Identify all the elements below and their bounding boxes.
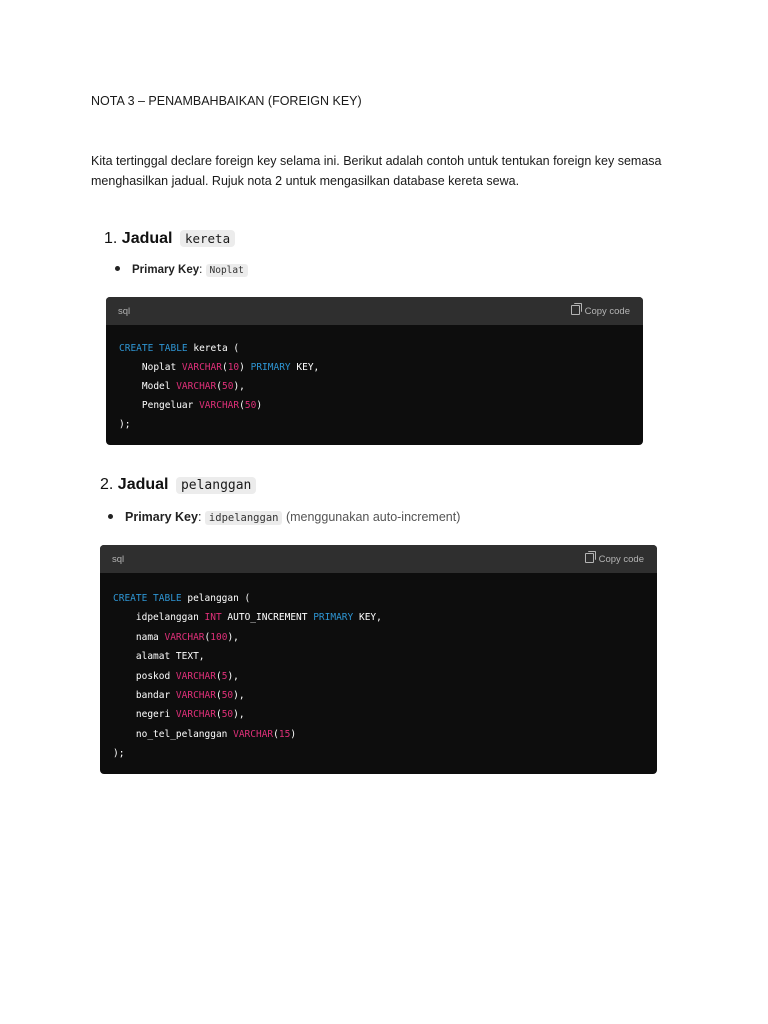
code-line bbox=[113, 709, 245, 720]
code-content bbox=[106, 325, 643, 445]
section-heading-text: Jadual bbox=[121, 230, 173, 247]
code-number: 50 bbox=[244, 400, 257, 411]
code-type: VARCHAR bbox=[181, 362, 222, 373]
copy-code-button[interactable] bbox=[571, 305, 630, 317]
code-line bbox=[113, 593, 250, 604]
code-header bbox=[100, 545, 657, 573]
code-text: ( bbox=[204, 631, 211, 643]
code-number: 5 bbox=[221, 670, 228, 682]
code-line bbox=[113, 632, 239, 643]
code-type: VARCHAR bbox=[164, 631, 205, 643]
code-text: no_tel_pelanggan bbox=[113, 728, 234, 740]
code-text: idpelanggan bbox=[113, 612, 205, 624]
code-text: ); bbox=[119, 419, 131, 430]
code-text: Pengeluar bbox=[119, 400, 200, 411]
code-number: 50 bbox=[221, 709, 234, 721]
primary-key-code: Noplat bbox=[206, 264, 248, 277]
code-content bbox=[100, 573, 657, 774]
code-type: VARCHAR bbox=[175, 690, 216, 702]
section-heading-text: Jadual bbox=[117, 476, 169, 493]
code-text: KEY, bbox=[290, 362, 320, 373]
code-text: ( bbox=[215, 670, 222, 682]
code-type: VARCHAR bbox=[175, 670, 216, 682]
code-text: ), bbox=[233, 709, 245, 721]
code-type: INT bbox=[204, 612, 222, 624]
primary-key-description: (menggunakan auto-increment) bbox=[285, 510, 461, 524]
code-text: ) bbox=[290, 728, 297, 740]
code-line bbox=[119, 362, 319, 373]
code-number: 10 bbox=[227, 362, 240, 373]
code-block-kereta bbox=[106, 297, 643, 445]
code-text: ); bbox=[113, 748, 125, 760]
section-heading-kereta bbox=[104, 230, 235, 248]
section-heading-pelanggan bbox=[100, 476, 256, 494]
copy-code-label: Copy code bbox=[598, 554, 644, 565]
intro-paragraph: Kita tertinggal declare foreign key selama ini. Berikut adalah contoh untuk tentukan foreign key semasa menghasilkan jadual. Rujuk nota 2 untuk mengasilkan database kereta sewa. bbox=[91, 154, 662, 188]
primary-key-code: idpelanggan bbox=[205, 511, 283, 525]
code-line bbox=[113, 612, 382, 623]
code-keyword: PRIMARY bbox=[313, 612, 354, 624]
code-type: VARCHAR bbox=[199, 400, 240, 411]
code-text: ) bbox=[239, 362, 251, 373]
code-number: 50 bbox=[221, 690, 234, 702]
code-text: ), bbox=[233, 381, 245, 392]
code-text: pelanggan ( bbox=[181, 593, 251, 604]
code-type: VARCHAR bbox=[233, 728, 274, 740]
code-type: VARCHAR bbox=[176, 381, 217, 392]
code-line bbox=[113, 671, 239, 682]
section-number: 1. bbox=[104, 230, 118, 247]
code-number: 50 bbox=[221, 381, 234, 392]
page-title: NOTA 3 – PENAMBAHBAIKAN (FOREIGN KEY) bbox=[91, 94, 362, 108]
section-number: 2. bbox=[100, 476, 114, 493]
code-text: ( bbox=[215, 709, 222, 721]
code-keyword: PRIMARY bbox=[250, 362, 291, 373]
primary-key-label: Primary Key bbox=[125, 510, 198, 524]
code-line bbox=[113, 729, 296, 740]
code-line bbox=[119, 419, 130, 430]
primary-key-bullet: Primary Key: idpelanggan (menggunakan auto-increment) bbox=[108, 510, 460, 524]
code-block-pelanggan bbox=[100, 545, 657, 774]
copy-icon bbox=[571, 305, 580, 315]
bullet-dot bbox=[115, 266, 120, 271]
code-line bbox=[113, 690, 245, 701]
copy-icon bbox=[585, 553, 594, 563]
copy-code-button[interactable] bbox=[585, 553, 644, 565]
code-line bbox=[119, 343, 239, 354]
code-text: kereta ( bbox=[187, 343, 240, 354]
code-line bbox=[113, 748, 124, 759]
code-line bbox=[119, 381, 245, 392]
copy-code-label: Copy code bbox=[584, 306, 630, 317]
code-language-label: sql bbox=[118, 306, 131, 317]
table-name-code: pelanggan bbox=[176, 477, 256, 494]
code-keyword: CREATE TABLE bbox=[119, 343, 188, 354]
code-text: ), bbox=[233, 690, 245, 702]
code-text: alamat TEXT, bbox=[113, 651, 205, 663]
bullet-dot bbox=[108, 514, 113, 519]
code-line bbox=[113, 651, 205, 662]
code-line bbox=[119, 400, 262, 411]
code-number: 15 bbox=[278, 728, 291, 740]
code-text: KEY, bbox=[353, 612, 382, 624]
code-text: ), bbox=[227, 631, 239, 643]
code-text: ( bbox=[216, 381, 222, 392]
table-name-code: kereta bbox=[180, 230, 235, 247]
primary-key-label: Primary Key bbox=[132, 264, 200, 276]
code-language-label: sql bbox=[112, 554, 125, 565]
code-text: negeri bbox=[113, 709, 176, 721]
code-text: ) bbox=[256, 400, 263, 411]
code-number: 100 bbox=[210, 631, 228, 643]
code-text: Model bbox=[119, 381, 177, 392]
code-text: poskod bbox=[113, 670, 176, 682]
code-text: ( bbox=[239, 400, 245, 411]
code-text: Noplat bbox=[119, 362, 182, 373]
code-keyword: CREATE TABLE bbox=[113, 593, 182, 604]
code-text: AUTO_INCREMENT bbox=[221, 612, 314, 624]
code-text: bandar bbox=[113, 690, 176, 702]
code-text: ( bbox=[221, 362, 228, 373]
primary-key-bullet: Primary Key: Noplat bbox=[115, 264, 248, 276]
code-text: ), bbox=[227, 670, 239, 682]
code-header bbox=[106, 297, 643, 325]
code-text: ( bbox=[215, 690, 222, 702]
code-text: nama bbox=[113, 631, 165, 643]
code-type: VARCHAR bbox=[175, 709, 216, 721]
code-text: ( bbox=[273, 728, 279, 740]
